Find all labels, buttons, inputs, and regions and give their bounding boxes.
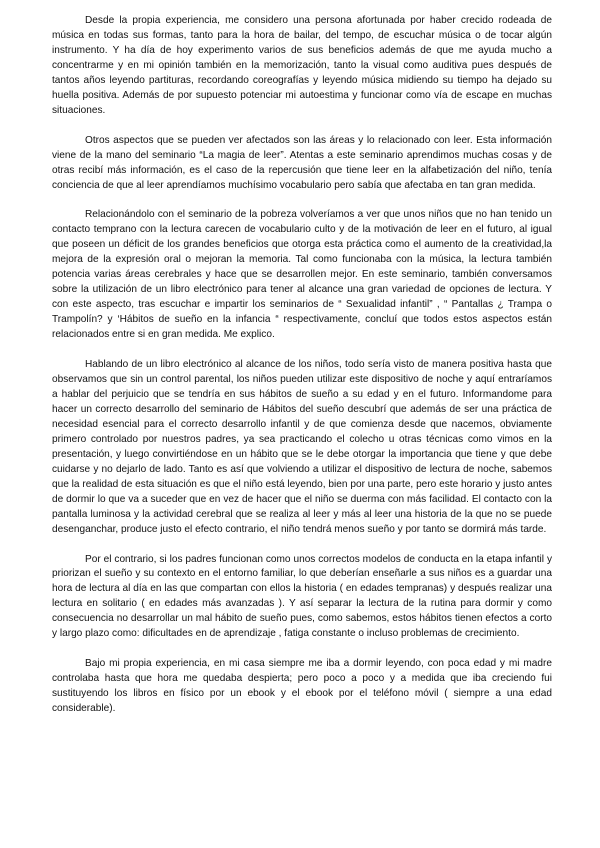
paragraph-personal-experience: Bajo mi propia experiencia, en mi casa siempre me iba a dormir leyendo, con poca edad y mi madre controlaba hasta que hora me quedaba despierta; pero poco a poco y a medida que iba creciendo fui sustituyendo los libros en físico por un ebook y el ebook por el teléfono móvil ( siempre a una edad considerable). [52, 658, 552, 715]
paragraph-ebook-sleep: Hablando de un libro electrónico al alcance de los niños, todo sería visto de manera positiva hasta que observamos que sin un control parental, los niños pueden utilizar este dispositivo de noche y aquí entraríamos a hablar del perjuicio que se tendría en sus hábitos de sueño a su edad y en el futuro. Informandome para hacer un correcto desarrollo del seminario de Hábitos del sueño descubrí que además de ser una práctica de necesidad esencial para el correcto desarrollo infantil y de que comienza desde que nacemos, obviamente primero controlado por nuestros padres, ya sea practicando el colecho u otras técnicas como vimos en la presentación, y luego convirtiéndose en un hábito que se le debe otorgar la importancia que tiene y que debe cuidarse y no dejarlo de lado. Tanto es así que volviendo a utilizar el dispositivo de lectura de noche, sabemos que la realidad de esta situación es que el niño está leyendo, bien por una parte, pero este horario y justo antes de dormir lo que va a suceder que en vez de hacer que el niño se duerma con más facilidad. El contacto con la pantalla luminosa y la actividad cerebral que se realiza al leer y más al leer una historia de la que no se puede desenganchar, produce justo el efecto contrario, el niño tendrá menos sueño y por tanto se dormirá más tarde. [52, 359, 552, 535]
paragraph-parents-role: Por el contrario, si los padres funcionan como unos correctos modelos de conducta en la etapa infantil y priorizan el sueño y su contexto en el entorno familiar, lo que deberían enseñarle a sus niños es a guardar una hora de lectura al día en las que compartan con ellos la historia ( en edades tempranas) y después realizar una lectura en solitario ( en edades más avanzadas ). Y así separar la lectura de la rutina para dormir y como consecuencia no desarrollar un mal hábito de sueño pues, como sabemos, estos hábitos tienen efectos a corto y largo plazo como: dificultades en de aprendizaje , fatiga constante o incluso problemas de crecimiento. [52, 553, 552, 640]
paragraph-music-experience: Desde la propia experiencia, me considero una persona afortunada por haber crecido rodeada de música en todas sus formas, tanto para la hora de bailar, del tempo, de escuchar música o de tocar algún instrumento. Y ha día de hoy experimento varios de sus beneficios además de que me ayuda mucho a concentrarme y en mi opinión también en la memorización, tanto la visual como auditiva pues después de tantos años leyendo partituras, recordando coreografías y leyendo música midiendo su tiempo ha dejado su huella positiva. Además de por supuesto potenciar mi autoestima y funcionar como vía de escape en muchas situaciones. [52, 15, 552, 116]
document-page [52, 14, 552, 732]
paragraph-reading-seminar: Otros aspectos que se pueden ver afectados son las áreas y lo relacionado con leer. Esta información viene de la mano del seminario “La magia de leer”. Atentas a este seminario aprendimos muchas cosas y de otras recibí más información, es el caso de la repercusión que tiene leer en la alfabetización del niño, tenía conciencia de que al leer aprendíamos muchísimo vocabulario pero sabía que afectaba en tan gran medida. [52, 134, 552, 191]
paragraph-poverty-seminar: Relacionándolo con el seminario de la pobreza volveríamos a ver que unos niños que no han tenido un contacto temprano con la lectura carecen de vocabulario culto y de la motivación de leer en el futuro, al igual que poseen un déficit de los grandes beneficios que otorga esta práctica como el aumento de la creatividad,la mejora de la expresión oral o mejoran la memoria. Tal como funcionaba con la música, la lectura también potencia varias áreas cerebrales y hace que se desarrollen mejor. En este seminario, también conversamos sobre la utilización de un libro electrónico para tener al alcance una gran variedad de opciones de lectura. Y con este aspecto, tras escuchar e impartir los seminarios de “ Sexualidad infantil” , “ Pantallas ¿ Trampa o Trampolín? y ‘Hábitos de sueño en la infancia “ respectivamente, concluí que todos estos aspectos están relacionados entre si en gran medida. Me explico. [52, 209, 552, 341]
